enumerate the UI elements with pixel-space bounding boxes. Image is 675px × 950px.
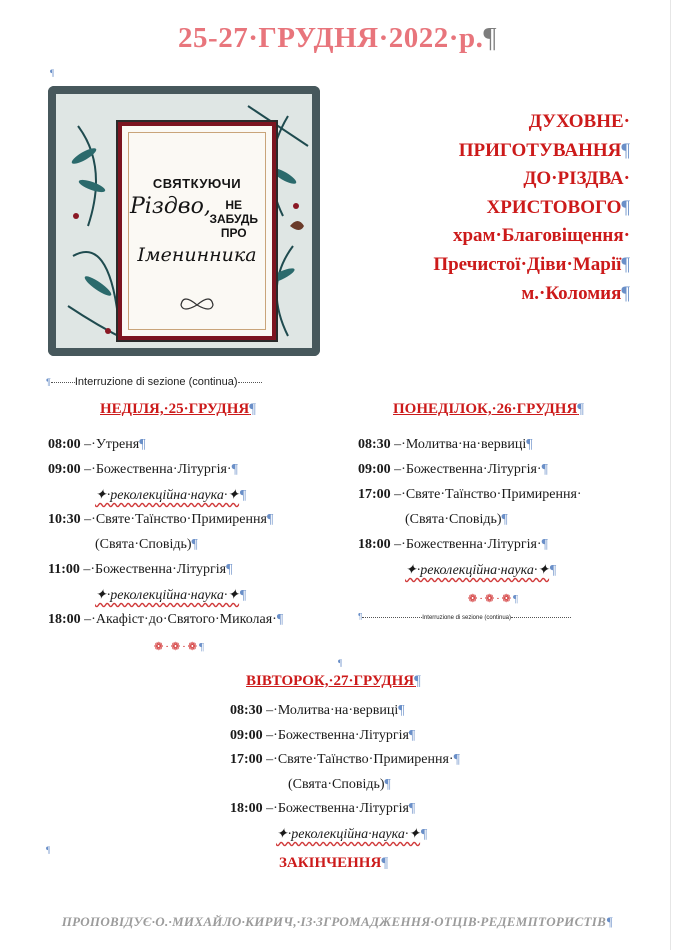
page-edge (670, 0, 671, 950)
card-line-1: СВЯТКУЮЧИ (152, 176, 242, 191)
date-heading: 25-27·ГРУДНЯ·2022·р.¶ (178, 22, 497, 54)
schedule-row: 10:30 –·Святе·Таїнство·Примирення¶ (48, 512, 274, 527)
greeting-card (118, 122, 276, 340)
schedule-row: 09:00 –·Божественна·Літургія·¶ (48, 462, 238, 477)
schedule-row: 17:00 –·Святе·Таїнство·Примирення· (358, 487, 582, 502)
monday-heading: ПОНЕДІЛОК,·26·ГРУДНЯ¶ (393, 401, 585, 417)
card-line-4: Іменинника (137, 244, 257, 266)
title-line: ХРИСТОВОГО¶ (486, 196, 630, 218)
lecture-note: ✦·реколекційна·наука·✦¶ (405, 563, 557, 578)
title-line: ДУХОВНЕ· (528, 111, 630, 132)
paragraph-mark: ¶ (338, 658, 343, 668)
schedule-row: 18:00 –·Акафіст·до·Святого·Миколая·¶ (48, 612, 284, 627)
schedule-row: 11:00 –·Божественна·Літургія¶ (48, 562, 233, 577)
closing-heading: ЗАКІНЧЕННЯ¶ (279, 855, 389, 871)
title-line: Пречистої·Діви·Марії¶ (433, 253, 630, 275)
card-line-2: Різдво, (130, 194, 211, 219)
title-block (330, 108, 630, 308)
card-line-3: НЕ ЗАБУДЬ ПРО (209, 198, 258, 240)
lecture-note: ✦·реколекційна·наука·✦¶ (95, 588, 247, 603)
title-line: ДО·РІЗДВА· (523, 168, 630, 190)
title-line: храм·Благовіщення· (452, 225, 630, 247)
schedule-row: 18:00 –·Божественна·Літургія·¶ (358, 537, 548, 552)
schedule-row: 08:00 –·Утреня¶ (48, 437, 146, 452)
title-line: ПРИГОТУВАННЯ¶ (458, 139, 630, 161)
paragraph-mark: ¶ (50, 68, 55, 78)
sunday-heading: НЕДІЛЯ,·25·ГРУДНЯ¶ (100, 401, 257, 417)
schedule-row: 08:30 –·Молитва·на·вервиці¶ (230, 703, 405, 718)
schedule-row: 09:00 –·Божественна·Літургія¶ (230, 728, 416, 743)
bow-icon (177, 294, 217, 316)
schedule-row: (Свята·Сповідь)¶ (405, 512, 508, 527)
paragraph-mark: ¶ (46, 845, 51, 855)
schedule-row: 09:00 –·Божественна·Літургія·¶ (358, 462, 548, 477)
section-break: ¶ Interruzione di sezione (continua) (358, 612, 571, 621)
schedule-row: 08:30 –·Молитва·на·вервиці¶ (358, 437, 533, 452)
title-line: м.·Коломия¶ (521, 282, 630, 304)
ornament-icon: ❁·❁·❁¶ (154, 641, 206, 653)
christmas-picture (48, 86, 320, 356)
section-break: ¶ Interruzione di sezione (continua) (46, 376, 262, 388)
schedule-row: (Свята·Сповідь)¶ (288, 777, 391, 792)
lecture-note: ✦·реколекційна·наука·✦¶ (276, 827, 428, 842)
footer-preacher: ПРОПОВІДУЄ·О.·МИХАЙЛО·КИРИЧ,·ІЗ·ЗГРОМАДЖЕННЯ·ОТЦІВ·РЕДЕМПТОРИСТІВ¶ (61, 914, 614, 929)
schedule-row: 18:00 –·Божественна·Літургія¶ (230, 801, 416, 816)
tuesday-heading: ВІВТОРОК,·27·ГРУДНЯ¶ (246, 673, 421, 689)
schedule-row: 17:00 –·Святе·Таїнство·Примирення·¶ (230, 752, 460, 767)
lecture-note: ✦·реколекційна·наука·✦¶ (95, 488, 247, 503)
ornament-icon: ❁·❁·❁¶ (468, 593, 520, 605)
schedule-row: (Свята·Сповідь)¶ (95, 537, 198, 552)
